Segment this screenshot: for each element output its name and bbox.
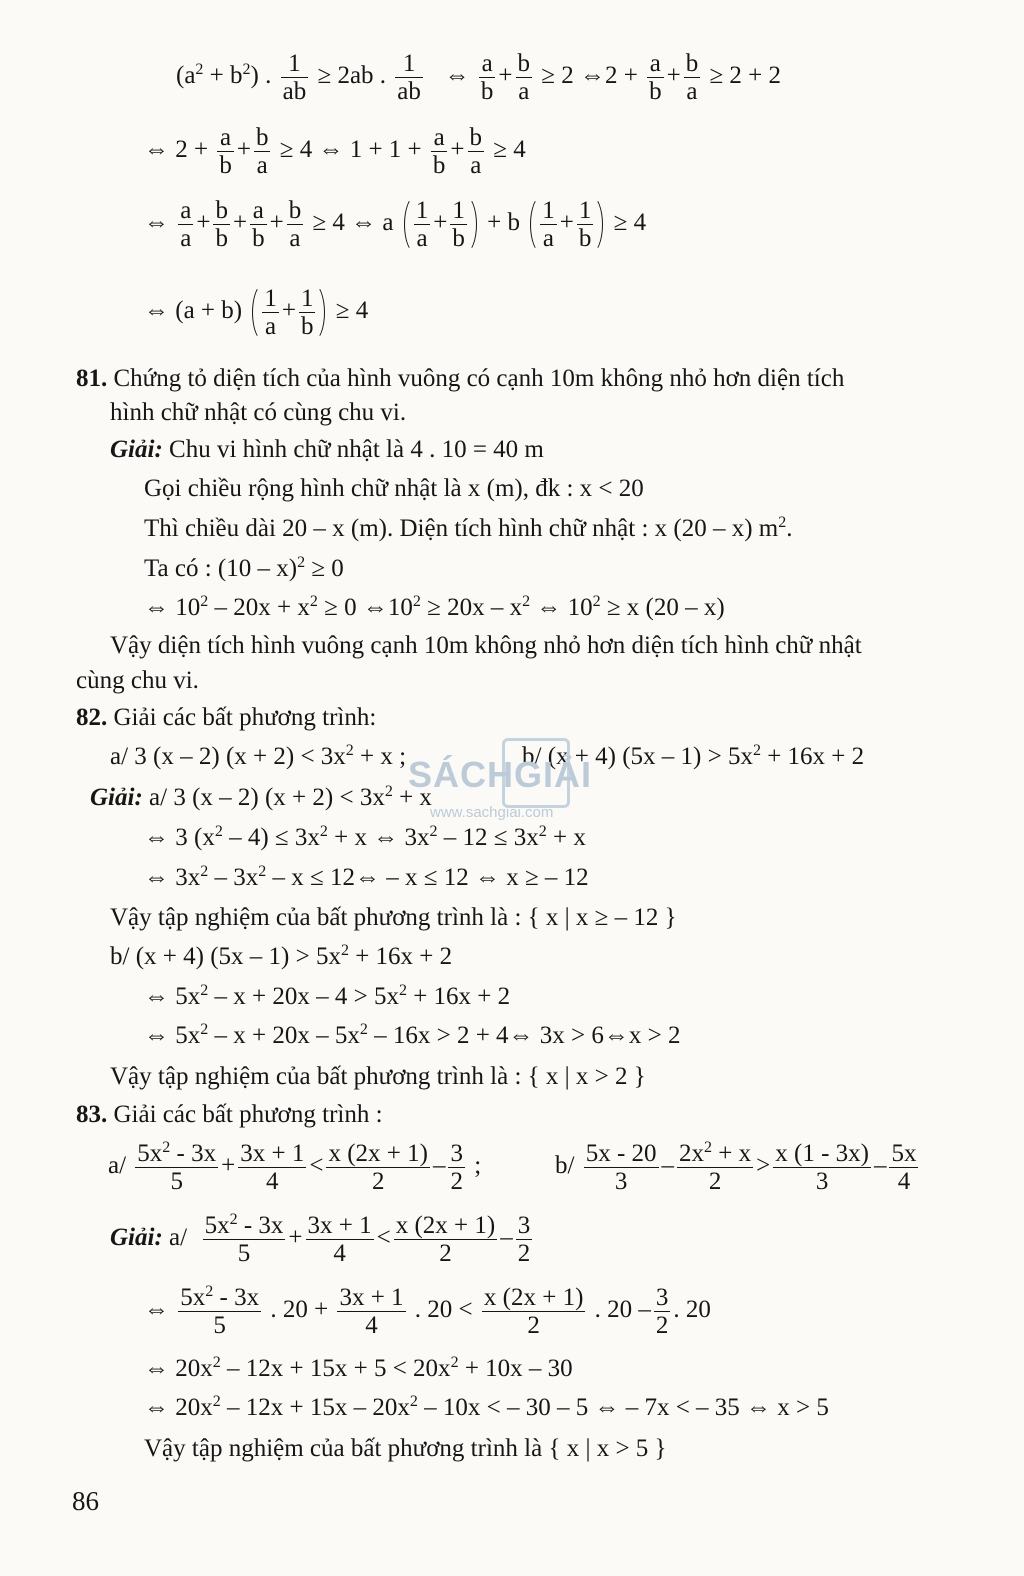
p81-solution-4: Ta có : (10 – x)$^2$ ≥ 0 xyxy=(144,554,344,582)
derivation-line-3: ⇔ $\frac{a}{a}$ + $\frac{b}{b}$ + $\frac{a}{b}$ + $\frac{b}{a}$ ≥ 4 ⇔ a $\frac{1}{a}$ + $\frac{1}{b}$ + b $\frac{1}{a}$ + $\frac{1}{b}$ ≥ 4 xyxy=(144,197,647,252)
fraction: $\frac{1}{a}$ xyxy=(264,285,277,340)
derivation-line-2: ⇔ 2 + $\frac{a}{b}$ + $\frac{b}{a}$ ≥ 4 ⇔ 1 + 1 + $\frac{a}{b}$ + $\frac{b}{a}$ ≥ 4 xyxy=(144,124,526,179)
p81-solution-1: Giải: Chu vi hình chữ nhật là 4 . 10 = 40 m xyxy=(110,436,544,463)
p83-question-b: b/ $\frac{5x - 20}{3}$ – $\frac{2x^2 + x}{2}$ > $\frac{x (1 - 3x)}{3}$ – $\frac{5x}{4}$ xyxy=(555,1139,917,1195)
fraction: $\frac{5x}{4}$ xyxy=(891,1140,917,1195)
fraction: $\frac{5x^2 - 3x}{5}$ xyxy=(180,1283,260,1339)
p81-solution-5: ⇔ $10^2 - 20x + x^2 \ge 0$ $\Leftrightarrow 10^2 \ge 20x - x^2$ ⇔ $10^2 \ge x$ (20 – x) xyxy=(144,593,725,621)
fraction: $\frac{5x^2 - 3x}{5}$ xyxy=(204,1211,284,1267)
p82-solution-2: ⇔ 3 $(x^2 - 4) \le 3x^2 + x$ ⇔ $3x^2 - 12 \le 3x^2 + x$ xyxy=(144,823,586,851)
fraction: $\frac{x (2x + 1)}{2}$ xyxy=(395,1212,496,1267)
fraction: $\frac{1}{b}$ xyxy=(300,285,314,340)
fraction: $\frac{a}{b}$ xyxy=(219,124,232,179)
fraction: $\frac{x (1 - 3x)}{3}$ xyxy=(775,1140,869,1195)
fraction: $\frac{3}{2}$ xyxy=(450,1140,463,1195)
fraction: $\frac{a}{b}$ xyxy=(432,124,446,179)
derivation-line-4: ⇔ (a + b) $\frac{1}{a}$ + $\frac{1}{b}$ ≥ 4 xyxy=(144,285,369,340)
fraction: $\frac{5x^2 - 3x}{5}$ xyxy=(137,1139,217,1195)
p82-solution-b2: ⇔ $5x^2 - x + 20x - 4 > 5x^2 + 16x + 2$ xyxy=(144,982,511,1010)
fraction: $\frac{b}{a}$ xyxy=(255,124,269,179)
p83-answer-a: Vậy tập nghiệm của bất phương trình là { x | x > 5 } xyxy=(144,1435,667,1462)
p81-solution-2: Gọi chiều rộng hình chữ nhật là x (m), đk : x < 20 xyxy=(144,475,644,502)
watermark-logo: SÁCHGIẢI www.sachgiai.com xyxy=(400,728,620,828)
p83-solution-1: Giải: a/ $\frac{5x^2 - 3x}{5}$ + $\frac{3x + 1}{4}$ < $\frac{x (2x + 1)}{2}$ – $\frac{3}{2}$ xyxy=(110,1211,531,1267)
p82-answer-a: Vậy tập nghiệm của bất phương trình là : { x | x ≥ – 12 } xyxy=(110,904,677,931)
p83-solution-3: ⇔ $20x^2 - 12x + 15x + 5 < 20x^2 + 10x - 30$ xyxy=(144,1354,573,1382)
problem-83-title: 83. Giải các bất phương trình : xyxy=(76,1101,383,1128)
p82-answer-b: Vậy tập nghiệm của bất phương trình là : { x | x > 2 } xyxy=(110,1063,646,1090)
parenthesis-group: $\frac{1}{a}$ + $\frac{1}{b}$ xyxy=(252,284,325,341)
fraction: $\frac{b}{b}$ xyxy=(215,197,228,252)
problem-81-title-cont: hình chữ nhật có cùng chu vi. xyxy=(110,399,407,426)
derivation-line-1: $(a^2 + b^2)$ . $\frac{1}{ab}$ ≥ 2ab . $\frac{1}{ab}$ ⇔ $\frac{a}{b}$ + $\frac{b}{a}$ ≥ 2 ⇔2 + $\frac{a}{b}$ + $\frac{b}{a}$ ≥ 2 + 2 xyxy=(176,50,782,105)
fraction: $\frac{x (2x + 1)}{2}$ xyxy=(328,1140,428,1195)
parenthesis-group: $\frac{1}{a}$ + $\frac{1}{b}$ xyxy=(530,196,603,253)
fraction: $\frac{3}{2}$ xyxy=(655,1284,669,1339)
fraction: $\frac{1}{ab}$ xyxy=(282,50,307,105)
p82-solution-1: Giải: a/ 3 (x – 2) $(x + 2) < 3x^2 + x$ xyxy=(90,783,432,811)
p81-conclusion-1: Vậy diện tích hình vuông cạnh 10m không nhỏ hơn diện tích hình chữ nhật xyxy=(110,632,862,659)
fraction: $\frac{b}{a}$ xyxy=(685,50,699,105)
problem-81-title: 81. Chứng tỏ diện tích của hình vuông có cạnh 10m không nhỏ hơn diện tích xyxy=(76,365,845,392)
p82-question-b: b/ (x + 4) $(5x - 1) > 5x^2 + 16x + 2$ xyxy=(522,742,865,770)
parenthesis-group: $\frac{1}{a}$ + $\frac{1}{b}$ xyxy=(404,196,477,253)
p83-question-a: a/ $\frac{5x^2 - 3x}{5}$ + $\frac{3x + 1}{4}$ < $\frac{x (2x + 1)}{2}$ – $\frac{3}{2}$ ; xyxy=(108,1139,482,1195)
p81-solution-3: Thì chiều dài 20 – x (m). Diện tích hình chữ nhật : x (20 – x) $m^2$. xyxy=(144,514,793,542)
fraction: $\frac{1}{b}$ xyxy=(578,197,592,252)
p82-solution-3: ⇔ $3x^2 - 3x^2$ – x ≤ 12⇔ – x ≤ 12 ⇔ x ≥ – 12 xyxy=(144,863,589,891)
p83-solution-4: ⇔ $20x^2 - 12x + 15x - 20x^2 - 10x$ < – 30 – 5 ⇔ – 7x < – 35 ⇔ x > 5 xyxy=(144,1393,829,1421)
fraction: $\frac{b}{a}$ xyxy=(288,197,302,252)
fraction: $\frac{1}{a}$ xyxy=(542,197,555,252)
fraction: $\frac{1}{b}$ xyxy=(452,197,465,252)
fraction: $\frac{3x + 1}{4}$ xyxy=(307,1212,372,1267)
fraction: $\frac{3}{2}$ xyxy=(517,1212,531,1267)
p82-solution-b3: ⇔ $5x^2 - x + 20x - 5x^2 - 16x > 2$ + 4⇔ 3x > 6⇔x > 2 xyxy=(144,1021,681,1049)
p82-solution-b1: b/ (x + 4) $(5x - 1) > 5x^2 + 16x + 2$ xyxy=(110,942,453,970)
fraction: $\frac{a}{b}$ xyxy=(649,50,662,105)
problem-82-title: 82. Giải các bất phương trình: xyxy=(76,704,377,731)
fraction: $\frac{a}{b}$ xyxy=(480,50,494,105)
fraction: $\frac{b}{a}$ xyxy=(517,50,531,105)
fraction: $\frac{3x + 1}{4}$ xyxy=(240,1140,305,1195)
fraction: $\frac{b}{a}$ xyxy=(469,124,482,179)
fraction: $\frac{3x + 1}{4}$ xyxy=(339,1284,404,1339)
fraction: $\frac{5x - 20}{3}$ xyxy=(585,1140,657,1195)
fraction: $\frac{x (2x + 1)}{2}$ xyxy=(483,1284,584,1339)
fraction: $\frac{a}{a}$ xyxy=(180,197,192,252)
page-number: 86 xyxy=(72,1486,99,1516)
fraction: $\frac{2x^2 + x}{2}$ xyxy=(679,1139,752,1195)
p83-solution-2: ⇔ $\frac{5x^2 - 3x}{5}$ . 20 + $\frac{3x + 1}{4}$ . 20 < $\frac{x (2x + 1)}{2}$ . 20 – $\frac{3}{2}$ . 20 xyxy=(144,1283,711,1339)
p81-conclusion-2: cùng chu vi. xyxy=(76,667,199,694)
p82-question-a: a/ 3 (x – 2) $(x + 2) < 3x^2 + x$ ; xyxy=(110,742,407,770)
fraction: $\frac{a}{b}$ xyxy=(252,197,265,252)
fraction: $\frac{1}{a}$ xyxy=(415,197,429,252)
fraction: $\frac{1}{ab}$ xyxy=(397,50,421,105)
